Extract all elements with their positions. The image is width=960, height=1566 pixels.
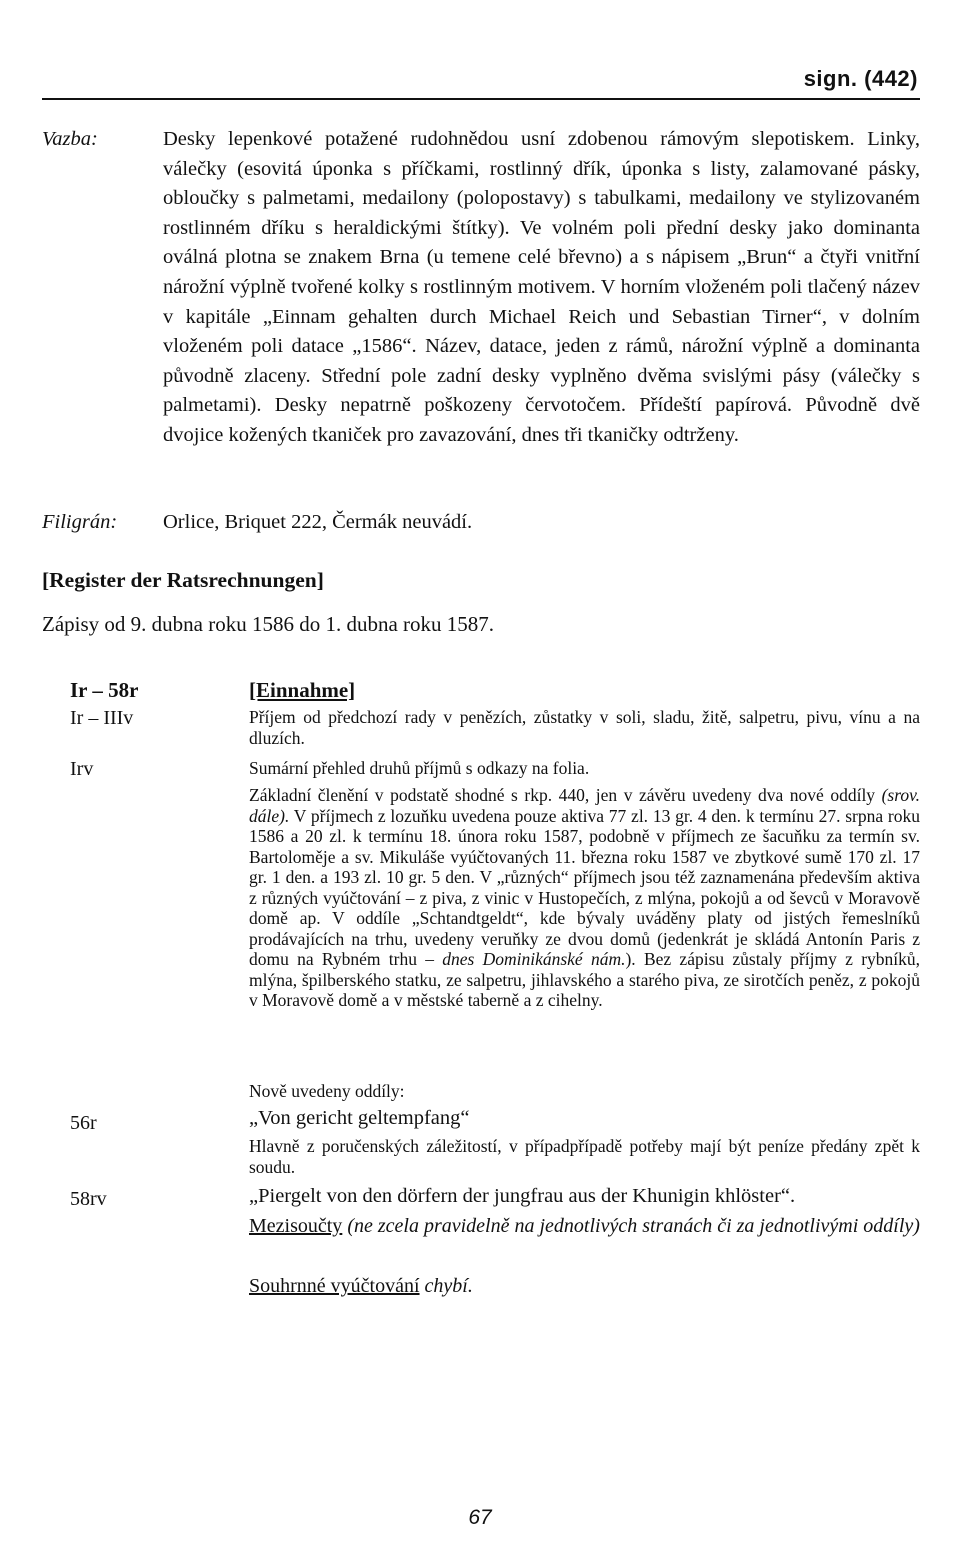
header-rule bbox=[42, 98, 920, 100]
filigran-text: Orlice, Briquet 222, Čermák neuvádí. bbox=[163, 511, 473, 533]
ref-6: 58rv bbox=[70, 1188, 107, 1210]
register-subtitle: Zápisy od 9. dubna roku 1586 do 1. dubna roku 1587. bbox=[42, 612, 495, 636]
entry-text-1: Příjem od předchozí rady v penězích, zůstatky v soli, sladu, žitě, salpetru, pivu, vínu a na dluzích. bbox=[249, 707, 920, 748]
ref-2: Irv bbox=[70, 758, 94, 780]
entry-title-6: „Piergelt von den dörfern der jungfrau aus der Khunigin khlöster“. bbox=[249, 1185, 796, 1207]
page-number: 67 bbox=[468, 1506, 492, 1529]
register-title: [Register der Ratsrechnungen] bbox=[42, 568, 324, 592]
entry-title-5: „Von gericht geltempfang“ bbox=[249, 1107, 470, 1129]
vazba-section bbox=[42, 125, 920, 451]
einnahme-heading: [Einnahme] bbox=[249, 678, 356, 702]
ref-main: Ir – 58r bbox=[70, 678, 139, 702]
filigran-label: Filigrán: bbox=[42, 511, 118, 533]
entry-text-5: Hlavně z poručenských záležitostí, v případpřípadě potřeby mají být peníze předány zpět k soudu. bbox=[249, 1136, 920, 1177]
entry-paragraph-3: Základní členění v podstatě shodné s rkp. 440, jen v závěru uvedeny dva nové oddíly (srov. dále). V příjmech z lozuňku uvedena pouze aktiva 77 zl. 13 gr. 4 den. k termínu 27. srpna roku 1586 a 20 zl. k termínu 18. února roku 1587, podobně v příjmech ze šacuňku za termín sv. Bartoloměje a sv. Mikuláše vyúčtovaných 11. března roku 1587 ve zbytkové sumě 170 zl. 17 gr. 1 den. a 193 zl. 10 gr. 5 den. V „různých“ příjmech jsou též zaznamenána především aktiva z různých vyúčtování – z piva, z vinic v Hustopečích, z mlýna, pokojů a od ševců v Moravově domě ap. V oddíle „Schtandtgeldt“, kde bývaly uváděny platy od jistých řemeslníků prodávajících na trhu, uvedeny veruňky ze dvou domů (jedenkrát je skládá Antonín Paris z domu na Rybném trhu – dnes Dominikánské nám.). Bez zápisu zůstaly příjmy z rybníků, mlýna, špilberského statku, ze salpetru, jihlavského a starého piva, ze sirotčích peněz, z pokojů v Moravově domě a v městské taberně a z cihelny. bbox=[249, 785, 921, 1010]
entry-paragraph-7: Mezisoučty (ne zcela pravidelně na jednotlivých stranách či za jednotlivými oddíly) bbox=[249, 1215, 920, 1237]
filigran-section bbox=[42, 508, 920, 538]
entry-paragraph-4: Nově uvedeny oddíly: bbox=[249, 1081, 405, 1101]
entry-paragraph-8: Souhrnné vyúčtování chybí. bbox=[249, 1275, 473, 1297]
vazba-text: Desky lepenkové potažené rudohnědou usní zdobenou rámovým slepotiskem. Linky, válečky (esovitá úponka s příčkami, rostlinný dřík, úponka s listy, zalamované pásky, obloučky s palmetami, medailony (polopostavy) s tabulkami, medailony ve stylizovaném rostlinném dříku s heraldickými štítky). Ve volném poli přední desky jako dominanta oválná plotna se znakem Brna (u temene celé břevno) a s nápisem „Brun“ a čtyři vnitřní nárožní výplně tvořené kolky s rostlinným motivem. V horním vloženém poli tlačený název v kapitále „Einnam gehalten durch Michael Reich und Sebastian Tirner“, v dolním vloženém poli datace „1586“. Název, datace, jeden z rámů, nárožní výplně a dominanta původně zlaceny. Střední pole zadní desky vyplněno dvěma svislými pásy (válečky s palmetami). Desky nepatrně poškozeny červotočem. Přídeští papírová. Původně dvě dvojice kožených tkaniček pro zavazování, dnes tři tkaničky odtrženy. bbox=[163, 128, 920, 446]
ref-1: Ir – IIIv bbox=[70, 707, 134, 729]
ref-5: 56r bbox=[70, 1112, 97, 1134]
entry-text-2: Sumární přehled druhů příjmů s odkazy na folia. bbox=[249, 758, 590, 778]
signature-label: sign. (442) bbox=[803, 66, 918, 91]
vazba-label: Vazba: bbox=[42, 128, 98, 150]
